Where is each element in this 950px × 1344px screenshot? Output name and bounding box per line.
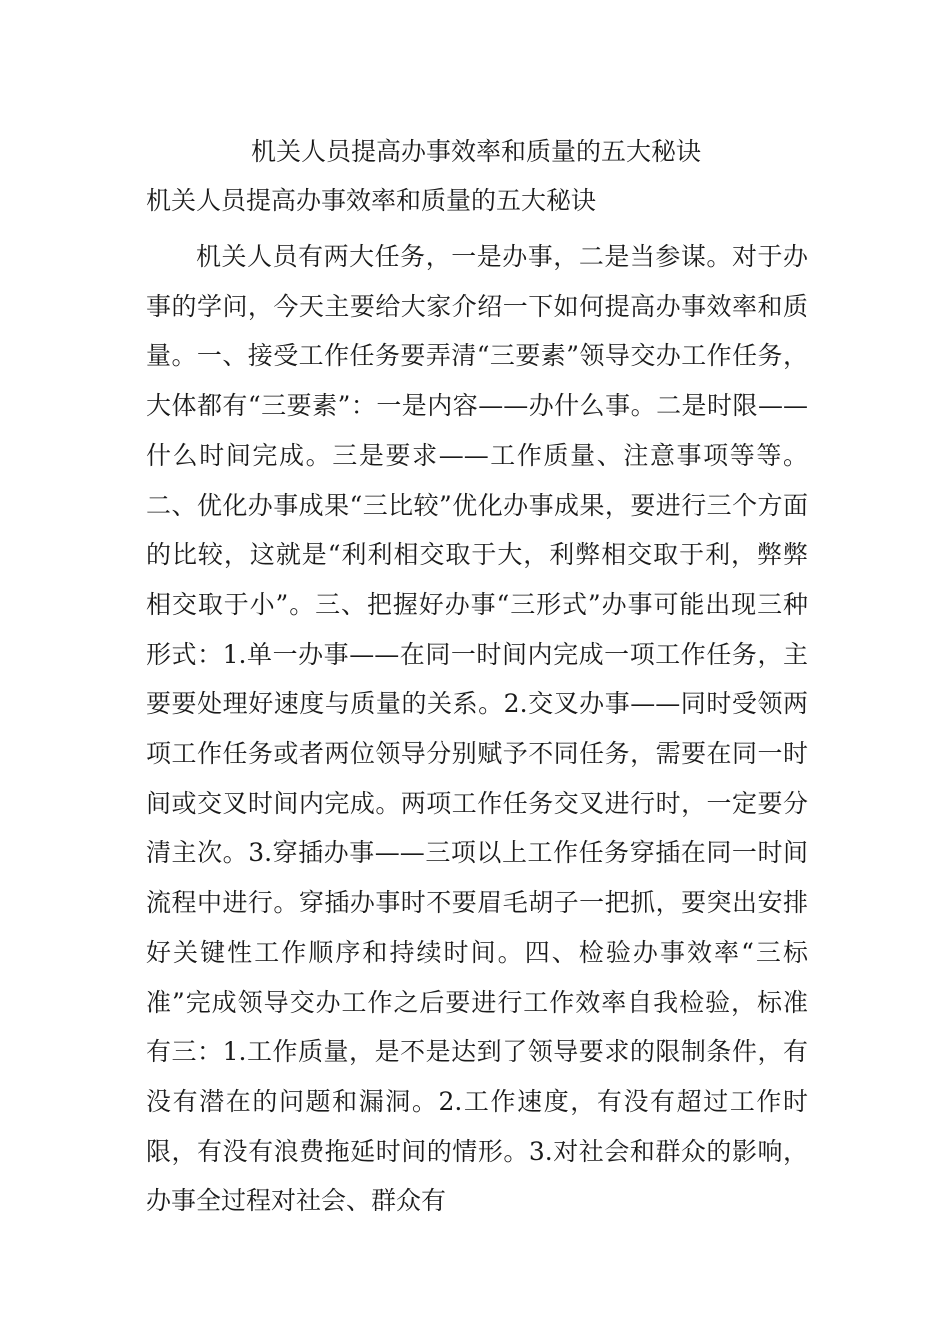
body-paragraph: 机关人员有两大任务，一是办事，二是当参谋。对于办事的学问，今天主要给大家介绍一下如何提高办事效率和质量。一、接受工作任务要弄清“三要素”领导交办工作任务，大体都有“三要素”：一是内容——办什么事。二是时限——什么时间完成。三是要求——工作质量、注意事项等等。二、优化办事成果“三比较”优化办事成果，要进行三个方面的比较，这就是“利利相交取于大，利弊相交取于利，弊弊相交取于小”。三、把握好办事“三形式”办事可能出现三种形式：1.单一办事——在同一时间内完成一项工作任务，主要要处理好速度与质量的关系。2.交叉办事——同时受领两项工作任务或者两位领导分别赋予不同任务，需要在同一时间或交叉时间内完成。两项工作任务交叉进行时，一定要分清主次。3.穿插办事——三项以上工作任务穿插在同一时间流程中进行。穿插办事时不要眉毛胡子一把抓，要突出安排好关键性工作顺序和持续时间。四、检验办事效率“三标准”完成领导交办工作之后要进行工作效率自我检验，标准有三：1.工作质量，是不是达到了领导要求的限制条件，有没有潜在的问题和漏洞。2.工作速度，有没有超过工作时限，有没有浪费拖延时间的情形。3.对社会和群众的影响，办事全过程对社会、群众有 <box>146 242 808 1216</box>
document-subtitle: 机关人员提高办事效率和质量的五大秘诀 <box>146 186 597 215</box>
document-title: 机关人员提高办事效率和质量的五大秘诀 <box>250 137 701 166</box>
